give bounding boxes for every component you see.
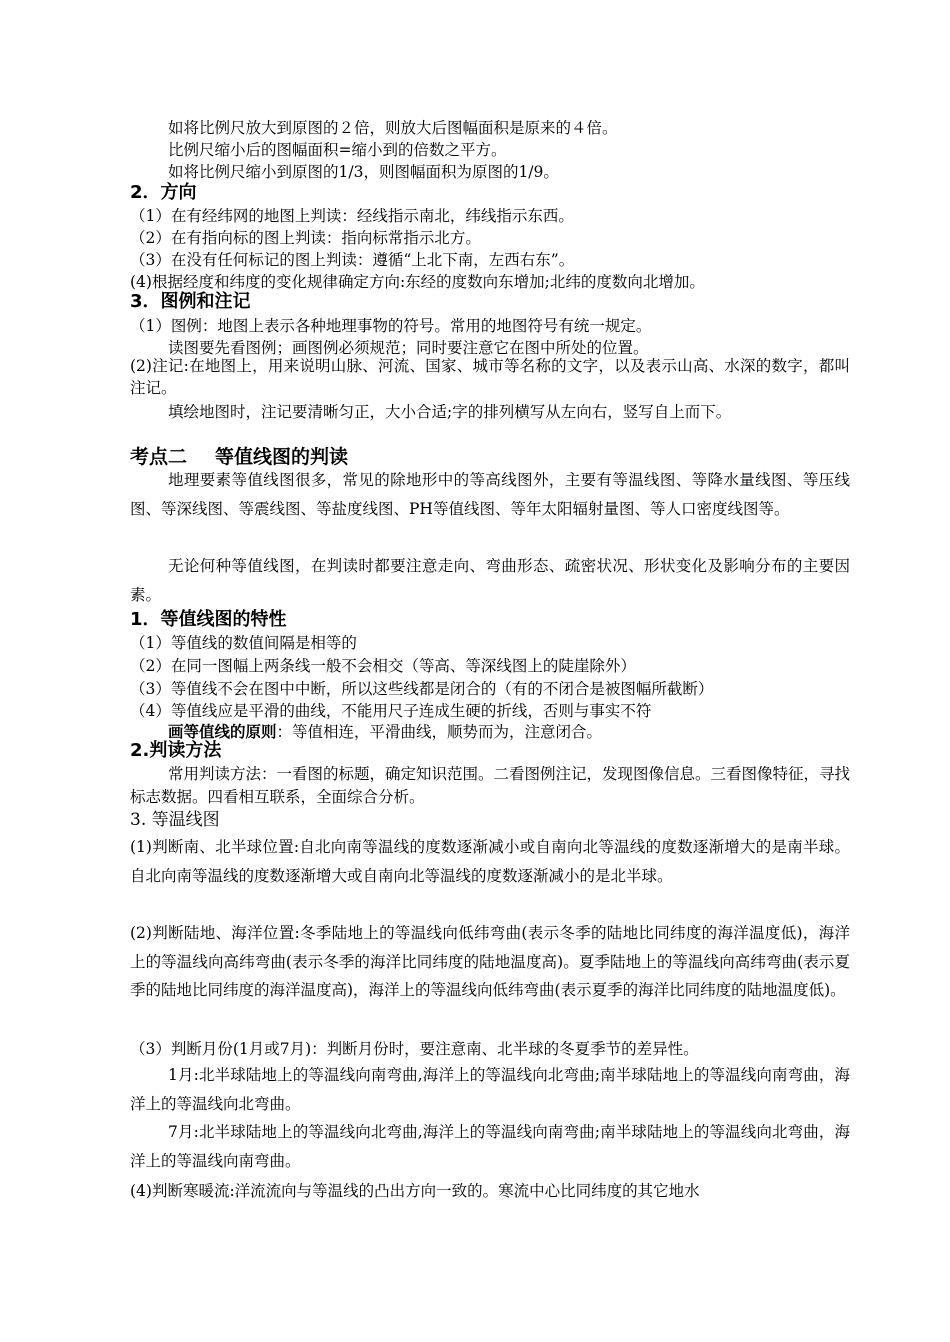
section-two-heading xyxy=(130,447,348,467)
principle-label: 画等值线的原则 xyxy=(168,723,277,741)
features-item-3: （3）等值线不会在图中中断，所以这些线都是闭合的（有的不闭合是被图幅所截断） xyxy=(130,680,714,698)
direction-item-4: (4)根据经度和纬度的变化规律确定方向:东经的度数向东增加;北纬的度数向北增加。 xyxy=(130,273,705,291)
method-para: 常用判读方法：一看图的标题，确定知识范围。二看图例注记，发现图像信息。三看图像特征，寻找标志数据。四看相互联系，全面综合分析。 xyxy=(130,765,851,806)
direction-item-3: （3）在没有任何标记的图上判读：遵循“上北下南，左西右东”。 xyxy=(130,251,575,269)
principle-text: ：等值相连，平滑曲线，顺势而为，注意闭合。 xyxy=(276,723,603,741)
section-two-label: 考点二 xyxy=(130,446,188,468)
legend-item-2: (2)注记:在地图上，用来说明山脉、河流、国家、城市等名称的文字，以及表示山高、水深的数字，都叫注记。 xyxy=(130,357,850,397)
direction-heading: 2．方向 xyxy=(130,182,197,203)
isotherm-para-2: (2)判断陆地、海洋位置:冬季陆地上的等温线向低纬弯曲(表示冬季的陆地比同纬度的海洋温度低)，海洋上的等温线向高纬弯曲(表示冬季的海洋比同纬度的陆地温度高)。夏季陆地上的等温线向高纬弯曲(表示夏季的陆地比同纬度的海洋温度高)，海洋上的等温线向低纬弯曲(表示夏季的海洋比同纬度的陆地温度低)。 xyxy=(130,924,850,999)
legend-item-1: （1）图例：地图上表示各种地理事物的符号。常用的地图符号有统一规定。 xyxy=(130,317,652,335)
legend-heading: 3．图例和注记 xyxy=(130,291,251,312)
legend-item-3: 填绘地图时，注记要清晰匀正，大小合适;字的排列横写从左向右，竖写自上而下。 xyxy=(168,403,732,421)
features-item-4: （4）等值线应是平滑的曲线，不能用尺子连成生硬的折线，否则与事实不符 xyxy=(130,702,652,720)
isotherm-para-6: (4)判断寒暖流:洋流流向与等温线的凸出方向一致的。寒流中心比同纬度的其它地水 xyxy=(130,1182,700,1200)
legend-item-1b: 读图要先看图例；画图例必须规范；同时要注意它在图中所处的位置。 xyxy=(168,339,649,357)
scale-line-2: 比例尺缩小后的图幅面积=缩小到的倍数之平方。 xyxy=(168,141,507,159)
section-two-para-2: 无论何种等值线图，在判读时都要注意走向、弯曲形态、疏密状况、形状变化及影响分布的主要因素。 xyxy=(130,557,850,604)
section-two-title: 等值线图的判读 xyxy=(215,446,349,468)
isotherm-para-5: 7月:北半球陆地上的等温线向北弯曲,海洋上的等温线向南弯曲;南半球陆地上的等温线向北弯曲，海洋上的等温线向南弯曲。 xyxy=(130,1123,850,1170)
method-heading: 2.判读方法 xyxy=(130,740,222,761)
isotherm-para-1: (1)判断南、北半球位置:自北向南等温线的度数逐渐减小或自南向北等温线的度数逐渐增大的是南半球。自北向南等温线的度数逐渐增大或自南向北等温线的度数逐渐减小的是北半球。 xyxy=(130,838,850,885)
features-heading: 1．等值线图的特性 xyxy=(130,609,287,630)
isotherm-heading: 3. 等温线图 xyxy=(130,810,220,830)
direction-item-1: （1）在有经纬网的地图上判读：经线指示南北，纬线指示东西。 xyxy=(130,207,574,225)
features-principle xyxy=(168,722,602,742)
features-item-1: （1）等值线的数值间隔是相等的 xyxy=(130,634,357,652)
scale-line-3: 如将比例尺缩小到原图的1/3，则图幅面积为原图的1/9。 xyxy=(168,163,559,181)
isotherm-para-4: 1月:北半球陆地上的等温线向南弯曲,海洋上的等温线向北弯曲;南半球陆地上的等温线向南弯曲，海洋上的等温线向北弯曲。 xyxy=(130,1066,850,1113)
features-item-2: （2）在同一图幅上两条线一般不会相交（等高、等深线图上的陡崖除外） xyxy=(130,657,636,675)
section-two-para-1: 地理要素等值线图很多，常见的除地形中的等高线图外，主要有等温线图、等降水量线图、等压线图、等深线图、等震线图、等盐度线图、PH等值线图、等年太阳辐射量图、等人口密度线图等。 xyxy=(130,471,850,518)
direction-item-2: （2）在有指向标的图上判读：指向标常指示北方。 xyxy=(130,229,481,247)
scale-line-1: 如将比例尺放大到原图的２倍，则放大后图幅面积是原来的４倍。 xyxy=(168,119,618,137)
isotherm-para-3: （3）判断月份(1月或7月)：判断月份时，要注意南、北半球的冬夏季节的差异性。 xyxy=(130,1040,699,1058)
